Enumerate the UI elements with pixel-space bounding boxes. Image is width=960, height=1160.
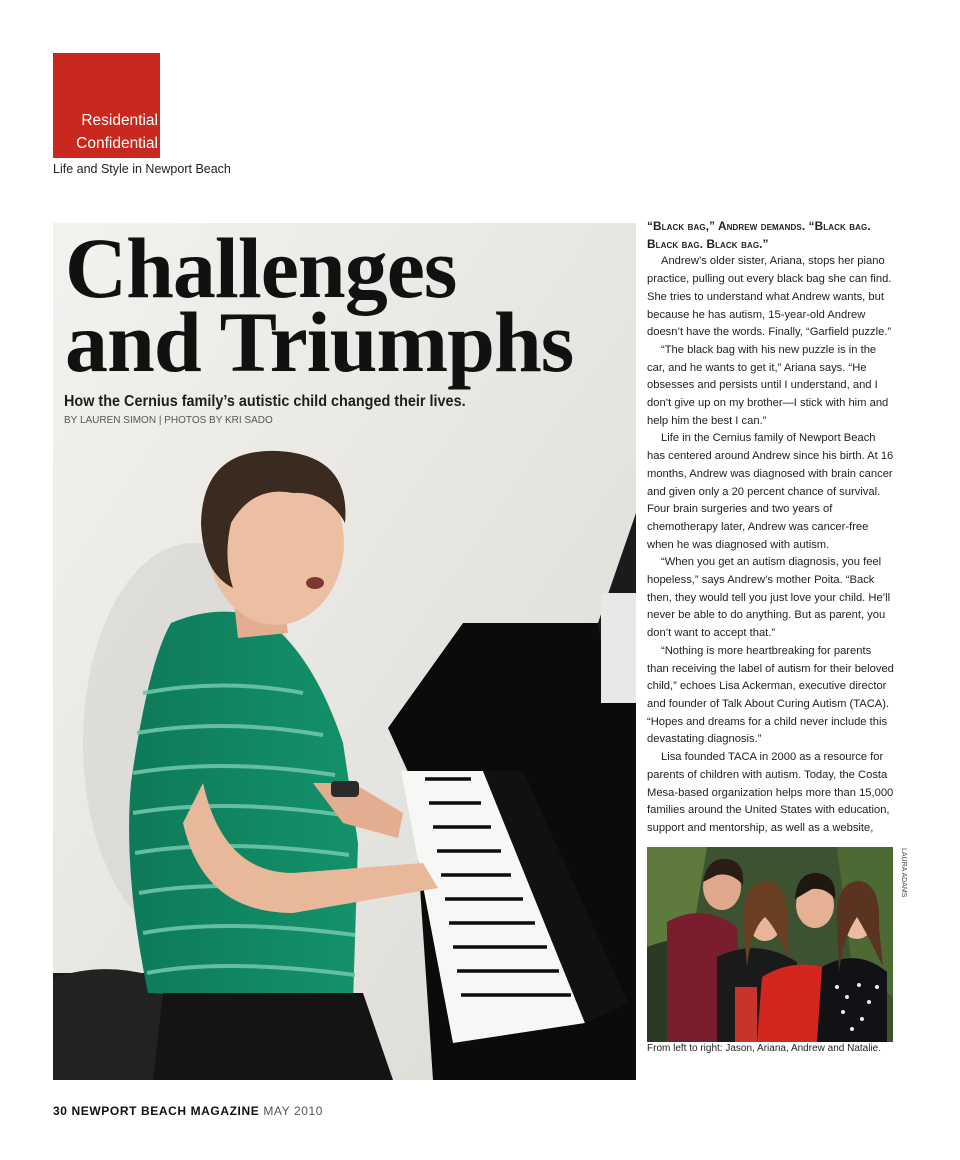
family-photo-illustration	[647, 847, 893, 1042]
article-paragraph: Andrew’s older sister, Ariana, stops her piano practice, pulling out every black bag she can find. She tries to understand what Andrew wants, but because he has autism, 15-year-old Andrew doesn’t have the words. Finally, “Garfield puzzle.”	[647, 255, 892, 339]
article-body	[647, 218, 895, 838]
section-badge-line-2: Confidential	[76, 135, 158, 152]
magazine-name: NEWPORT BEACH MAGAZINE	[71, 1104, 260, 1118]
section-tagline: Life and Style in Newport Beach	[53, 162, 231, 176]
issue-date: MAY 2010	[263, 1104, 324, 1118]
section-badge-line-1: Residential	[81, 112, 158, 129]
article-paragraph: “Nothing is more heartbreaking for parents than receiving the label of autism for their beloved child,” echoes Lisa Ackerman, executive director and founder of Talk About Curing Autism (TACA). “Hopes and dreams for a child never include this devastating diagnosis.”	[647, 644, 894, 746]
article-paragraph: “The black bag with his new puzzle is in the car, and he wants to get it,” Ariana says. “He obsesses and persists until I understand, and I don’t give up on my brother—I stick with him and help him the best I can.”	[647, 343, 889, 427]
article-lead: “Black bag,” Andrew demands. “Black bag. Black bag. Black bag.”	[647, 219, 871, 251]
hero-photo	[53, 223, 636, 1080]
headline-line-2: and Triumphs	[65, 294, 574, 390]
dek: How the Cernius family’s autistic child changed their lives.	[64, 393, 466, 410]
section-badge	[53, 53, 160, 158]
page-footer	[53, 1104, 323, 1118]
photo-credit: LAURA ADAMS	[900, 848, 907, 898]
article-paragraph: Lisa founded TACA in 2000 as a resource for parents of children with autism. Today, the Costa Mesa-based organization helps more than 15,000 families around the United States with education, support and mentorship, as well as a website,	[647, 751, 894, 834]
family-photo	[647, 847, 893, 1042]
headline	[65, 223, 574, 390]
headline-line-1: Challenges	[65, 223, 457, 316]
article-paragraph: Life in the Cernius family of Newport Beach has centered around Andrew since his birth. At 16 months, Andrew was diagnosed with brain cancer and given only a 20 percent chance of survival. Four brain surgeries and two years of chemotherapy later, Andrew was cancer-free when he was diagnosed with autism.	[647, 432, 894, 551]
byline: BY LAUREN SIMON | PHOTOS BY KRI SADO	[64, 415, 273, 426]
photo-caption: From left to right: Jason, Ariana, Andrew and Natalie.	[647, 1043, 882, 1054]
article-paragraph: “When you get an autism diagnosis, you feel hopeless,” says Andrew’s mother Poita. “Back then, they would tell you just love your child. He’ll never be able to do anything. But as parent, you don’t want to accept that.”	[647, 556, 891, 640]
page-number: 30	[53, 1104, 68, 1118]
